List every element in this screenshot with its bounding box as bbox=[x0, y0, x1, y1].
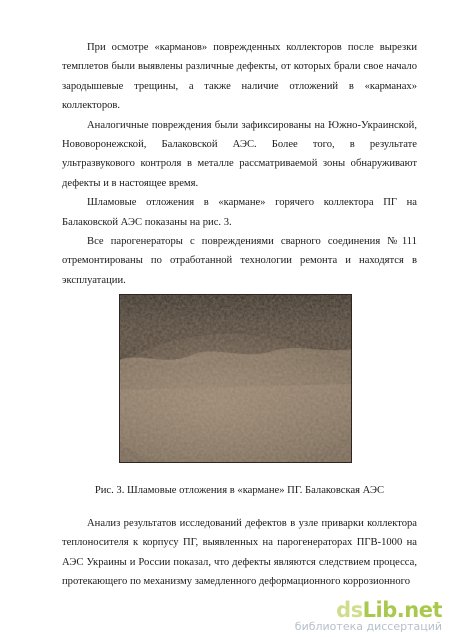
paragraph: Все парогенераторы с повреждениями сварного соединения №111 отремонтированы по отработанной технологии ремонта и находятся в эксплуатации. bbox=[62, 236, 417, 286]
paragraph: При осмотре «карманов» поврежденных коллекторов после вырезки темплетов были выявлены различные дефекты, от которых брали свое начало зародышевые трещины, а также наличие отложений в «карманах» коллекторов. bbox=[62, 42, 417, 112]
body-text-top bbox=[62, 38, 417, 290]
dslib-watermark bbox=[295, 599, 442, 633]
paragraph: Анализ результатов исследований дефектов в узле приварки коллектора теплоносителя к корпусу ПГ, выявленных на парогенераторах ПГВ-1000 на АЭС Украины и России показал, что дефекты являются следствием процесса, протекающего по механизму замедленного деформационного коррозионного bbox=[62, 518, 417, 588]
watermark-logo-suffix: Lib.net bbox=[362, 598, 442, 622]
paragraph: Шламовые отложения в «кармане» горячего коллектора ПГ на Балаковской АЭС показаны на рис. 3. bbox=[62, 197, 417, 228]
watermark-subtitle: библиотека диссертаций bbox=[294, 620, 442, 633]
paragraph: Аналогичные повреждения были зафиксированы на Южно-Украинской, Нововоронежской, Балаковской АЭС. Более того, в результате ультразвукового контроля в металле рассматриваемой зоны обнаруживают дефекты и в настоящее время. bbox=[62, 119, 417, 189]
watermark-logo-prefix: ds bbox=[336, 598, 363, 622]
figure-caption: Рис. 3. Шламовые отложения в «кармане» ПГ. Балаковская АЭС bbox=[94, 485, 385, 496]
watermark-logo bbox=[295, 599, 442, 621]
body-text-bottom bbox=[62, 514, 417, 592]
photo-image bbox=[119, 294, 352, 463]
figure-photo-sludge-deposits bbox=[119, 294, 352, 463]
